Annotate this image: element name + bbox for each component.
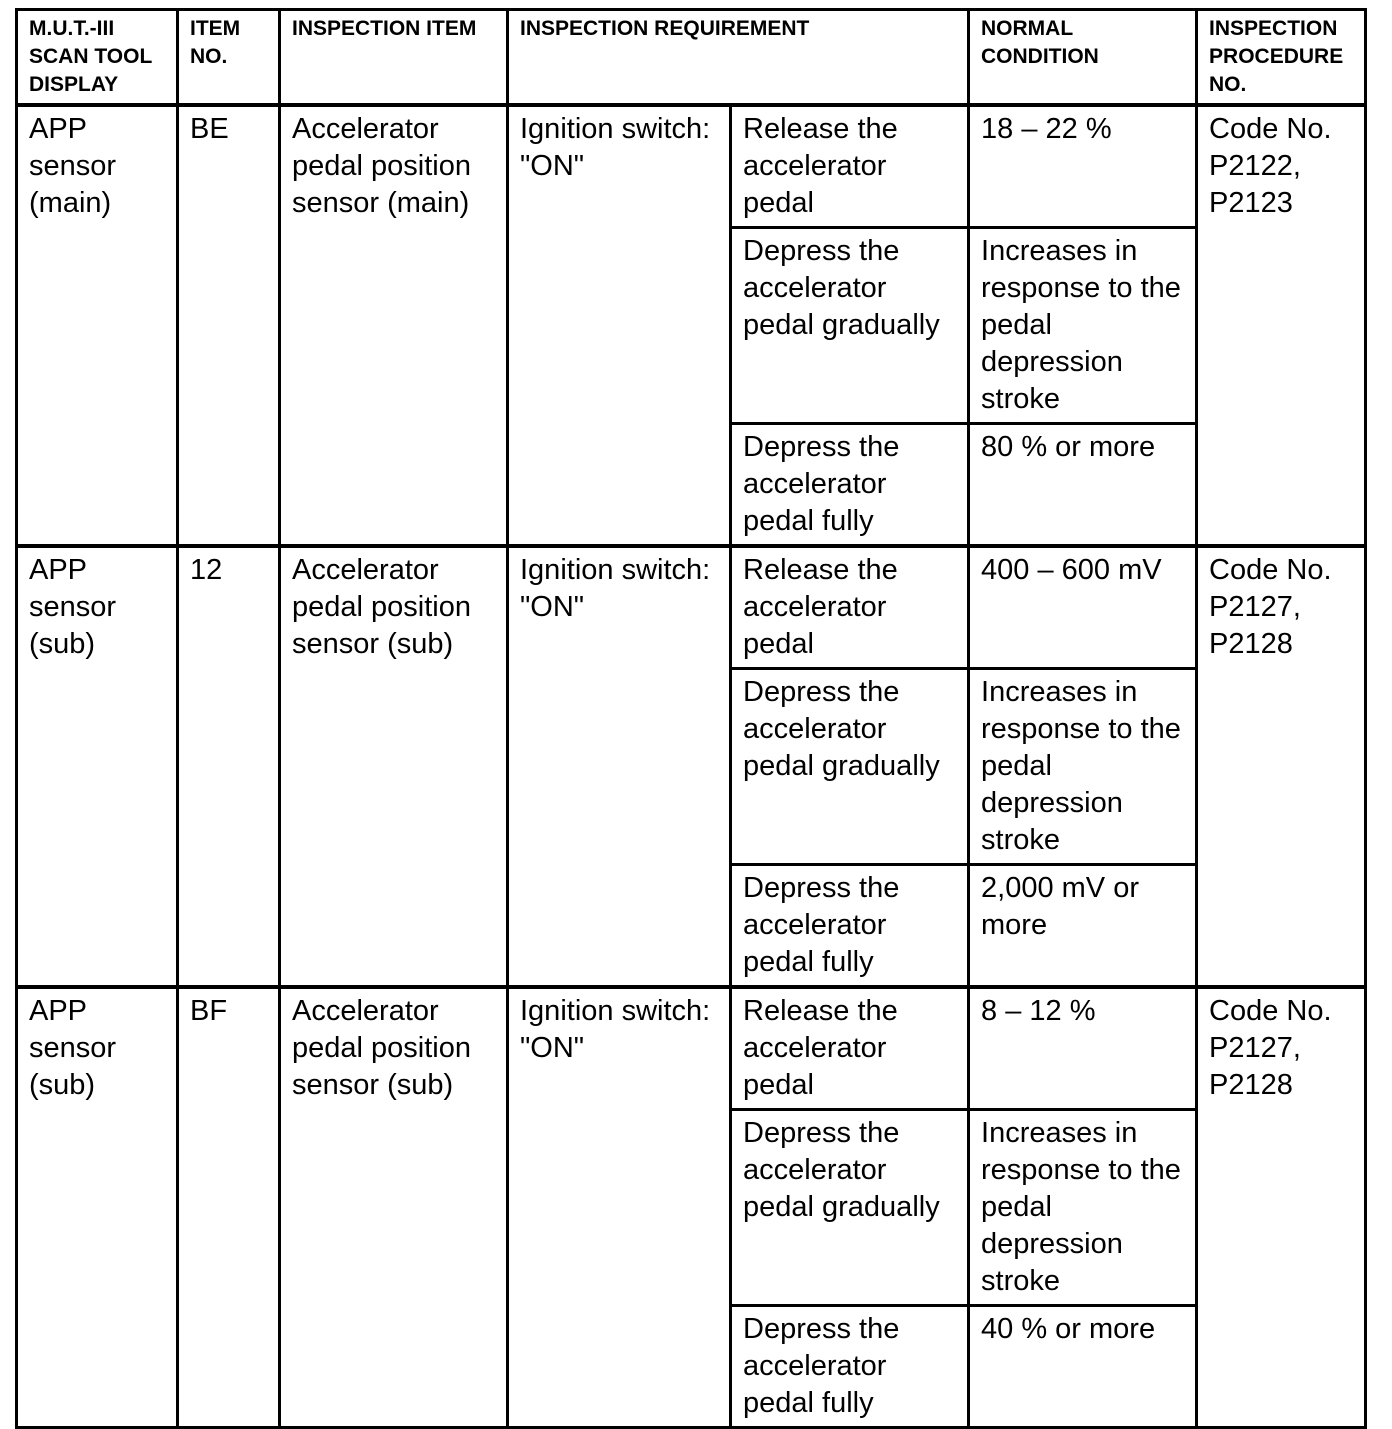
cell-requirement-action: Release the accelerator pedal: [731, 546, 969, 669]
cell-scan-display: APP sensor (main): [17, 105, 178, 546]
cell-item-no: BF: [178, 987, 280, 1428]
header-inspection-item: INSPECTION ITEM: [280, 10, 508, 106]
cell-requirement-action: Depress the accelerator pedal fully: [731, 424, 969, 547]
cell-scan-display: APP sensor (sub): [17, 987, 178, 1428]
header-inspection-requirement: INSPECTION REQUIREMENT: [508, 10, 969, 106]
cell-normal-condition: 40 % or more: [969, 1306, 1197, 1428]
cell-normal-condition: Increases in response to the pedal depression stroke: [969, 228, 1197, 424]
cell-item-no: 12: [178, 546, 280, 987]
table-row: [17, 546, 1366, 669]
cell-normal-condition: 8 – 12 %: [969, 987, 1197, 1110]
cell-requirement-action: Depress the accelerator pedal gradually: [731, 669, 969, 865]
table-row: [17, 987, 1366, 1110]
cell-requirement-action: Release the accelerator pedal: [731, 987, 969, 1110]
cell-inspection-item: Accelerator pedal position sensor (main): [280, 105, 508, 546]
header-scan-tool-display: M.U.T.-III SCAN TOOL DISPLAY: [17, 10, 178, 106]
cell-inspection-item: Accelerator pedal position sensor (sub): [280, 546, 508, 987]
cell-requirement-condition: Ignition switch: "ON": [508, 546, 731, 987]
header-item-no: ITEM NO.: [178, 10, 280, 106]
cell-procedure-no: Code No. P2122, P2123: [1197, 105, 1366, 546]
table-row: [17, 105, 1366, 228]
cell-requirement-action: Release the accelerator pedal: [731, 105, 969, 228]
cell-requirement-action: Depress the accelerator pedal gradually: [731, 228, 969, 424]
cell-normal-condition: Increases in response to the pedal depression stroke: [969, 669, 1197, 865]
cell-normal-condition: 18 – 22 %: [969, 105, 1197, 228]
cell-scan-display: APP sensor (sub): [17, 546, 178, 987]
cell-item-no: BE: [178, 105, 280, 546]
header-inspection-procedure-no: INSPECTION PROCEDURE NO.: [1197, 10, 1366, 106]
cell-normal-condition: 80 % or more: [969, 424, 1197, 547]
cell-requirement-action: Depress the accelerator pedal gradually: [731, 1110, 969, 1306]
cell-procedure-no: Code No. P2127, P2128: [1197, 987, 1366, 1428]
header-normal-condition-label: NORMAL CONDITION: [981, 17, 1099, 68]
cell-inspection-item: Accelerator pedal position sensor (sub): [280, 987, 508, 1428]
cell-requirement-condition: Ignition switch: "ON": [508, 987, 731, 1428]
cell-requirement-condition: Ignition switch: "ON": [508, 105, 731, 546]
inspection-data-table: [15, 8, 1367, 1429]
header-row: [17, 10, 1366, 106]
cell-normal-condition: 2,000 mV or more: [969, 865, 1197, 988]
header-normal-condition: [969, 10, 1197, 106]
cell-requirement-action: Depress the accelerator pedal fully: [731, 1306, 969, 1428]
cell-requirement-action: Depress the accelerator pedal fully: [731, 865, 969, 988]
cell-normal-condition: 400 – 600 mV: [969, 546, 1197, 669]
cell-procedure-no: Code No. P2127, P2128: [1197, 546, 1366, 987]
cell-normal-condition: Increases in response to the pedal depression stroke: [969, 1110, 1197, 1306]
